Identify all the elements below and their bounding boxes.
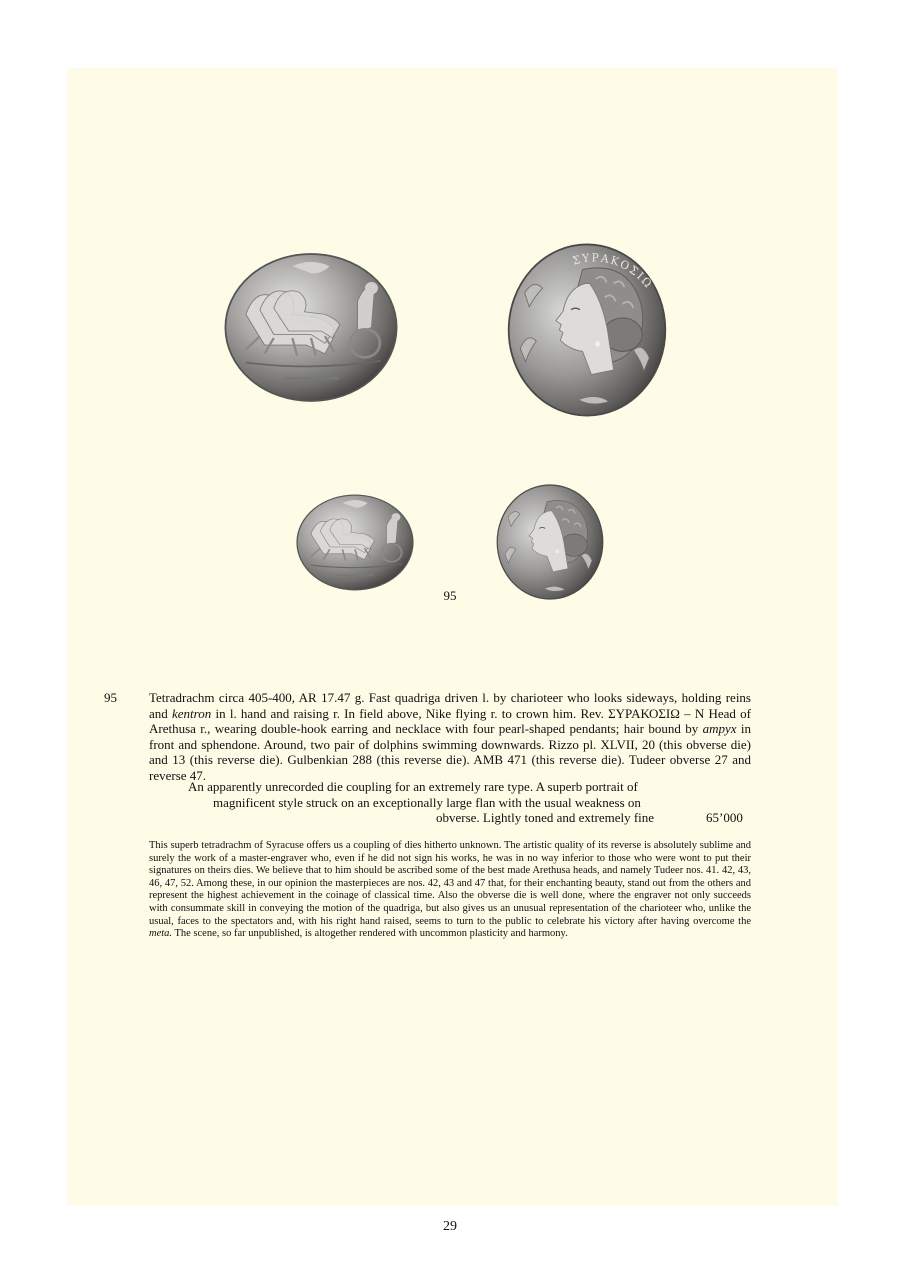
lot-description: Tetradrachm circa 405-400, AR 17.47 g. Fast quadriga driven l. by charioteer who looks sideways, holding reins and kentron in l. hand and raising r. In field above, Nike flying r. to crown him. Rev. ΣΥΡΑΚΟΣΙΩ – N Head of Arethusa r., wearing double-hook earring and necklace with four pearl-shaped pendants; hair bound by ampyx in front and sphendone. Around, two pair of dolphins swimming downwards. Rizzo pl. XLVII, 20 (this obverse die) and 13 (this reverse die). Gulbenkian 288 (this reverse die). AMB 471 (this reverse die). Tudeer obverse 27 and reverse 47. bbox=[149, 690, 751, 783]
italic-term: ampyx bbox=[702, 721, 737, 736]
lot-estimate-price: 65’000 bbox=[706, 810, 743, 825]
italic-term: meta. bbox=[149, 928, 173, 940]
lot-number: 95 bbox=[104, 690, 117, 705]
coin-legend: ΣΥΡΑΚΟΣΙΩ bbox=[571, 251, 656, 292]
lot-summary-line: obverse. Lightly toned and extremely fine bbox=[436, 810, 655, 825]
arethusa-reverse-coin-icon bbox=[498, 237, 676, 423]
italic-term: kentron bbox=[172, 705, 212, 721]
page-number: 29 bbox=[443, 1219, 457, 1234]
plate-number: 95 bbox=[443, 588, 457, 603]
lot-summary-line: magnificent style struck on an exceptionally large flan with the usual weakness on bbox=[213, 795, 641, 810]
quadriga-obverse-coin-icon bbox=[292, 486, 418, 599]
lot-commentary: This superb tetradrachm of Syracuse offers us a coupling of dies hitherto unknown. The artistic quality of its reverse is absolutely sublime and surely the work of a master-engraver who, even if he did not sign his works, he was in no way inferior to those who were wont to put their signatures on theirs dies. We believe that to him should be ascribed some of the best made Arethusa heads, and namely Tudeer nos. 41. 42, 43, 46, 47, 52. Among these, in our opinion the masterpieces are nos. 42, 43 and 47 that, for their enchanting beauty, stand out from the others and represent the highest achievement in the coinage of classical time. Also the obverse die is well done, where the engraver not only succeeds with consummate skill in conveying the motion of the quadriga, but also gives us an unusual representation of the charioteer who, unlike the usual, faces to the spectators and, with his right hand raised, seems to turn to the public to celebrate his victory after having overcome the meta. The scene, so far unpublished, is altogether rendered with uncommon plasticity and harmony. bbox=[149, 840, 751, 940]
quadriga-obverse-coin-icon bbox=[218, 240, 404, 415]
lot-summary-line: An apparently unrecorded die coupling for an extremely rare type. A superb portrait of bbox=[188, 779, 638, 794]
arethusa-reverse-coin-icon bbox=[490, 480, 610, 604]
page-background bbox=[67, 68, 838, 1206]
